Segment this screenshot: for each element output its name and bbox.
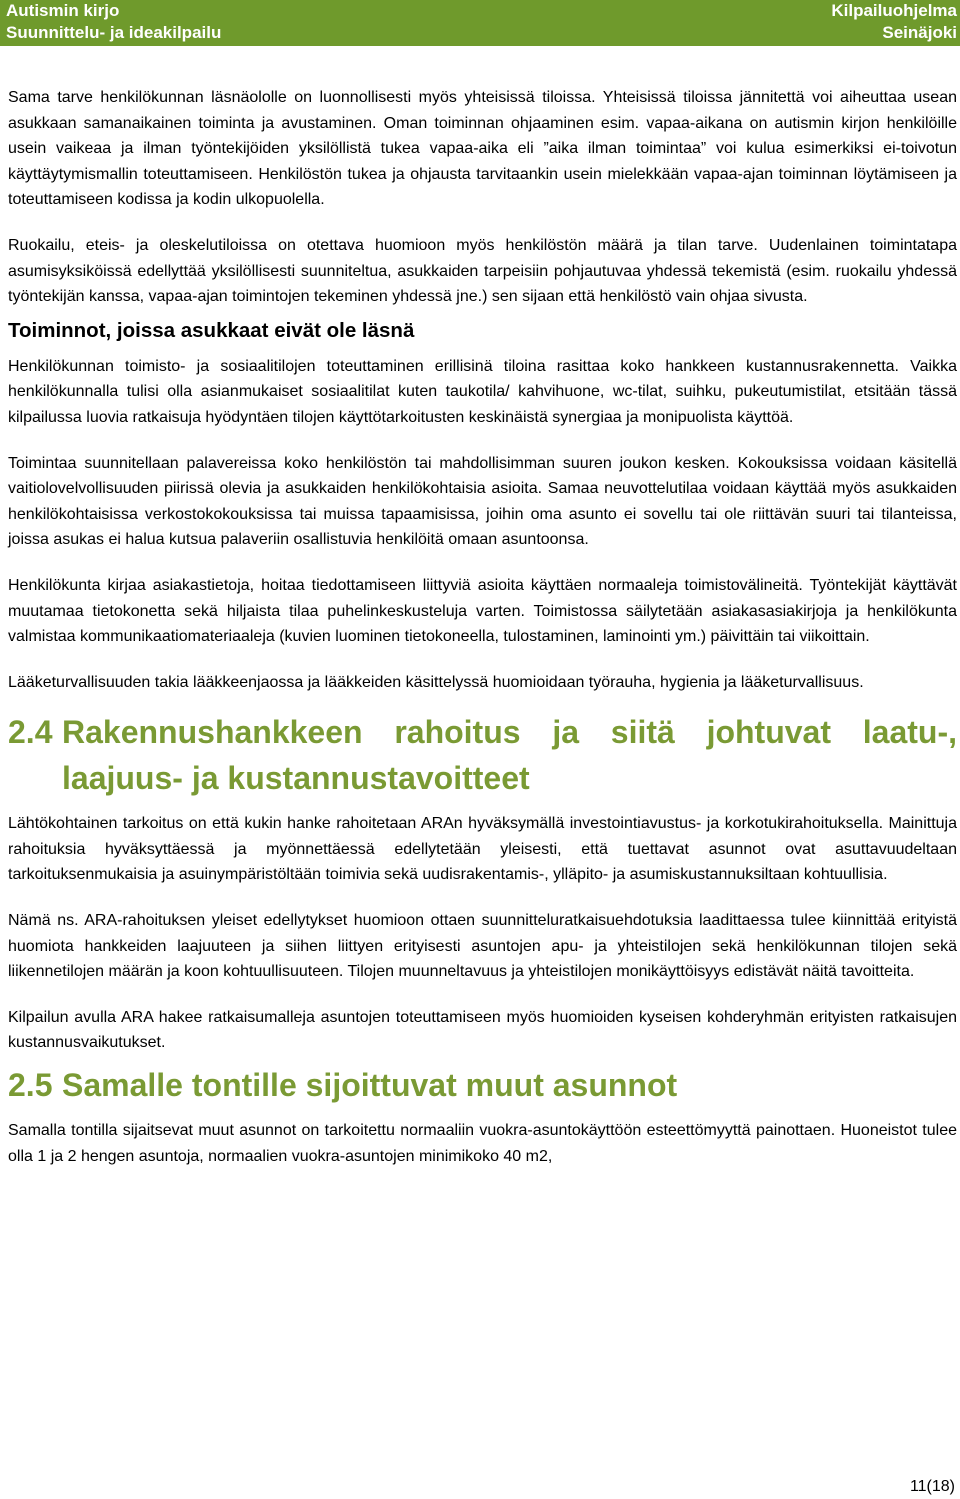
paragraph-office-work: Henkilökunta kirjaa asiakastietoja, hoitaa tiedottamiseen liittyviä asioita käyttäen normaaleja toimistovälineitä. Työntekijät käyttävät muutamaa tietokonetta sekä hiljaista tilaa puhelinkeskusteluja varten. Toimistossa säilytetään asiakasasiakirjoja ja henkilökunta valmistaa kommunikaatiomateriaaleja (kuvien luominen tietokoneella, tulostaminen, laminointi ym.) päivittäin tai viikoittain. (8, 576, 957, 646)
document-body (8, 85, 957, 1189)
section-heading-2-5 (8, 1062, 957, 1108)
header-left (6, 0, 221, 44)
paragraph-other-apartments: Samalla tontilla sijaitsevat muut asunnot on tarkoitettu normaaliin vuokra-asuntokäyttöön esteettömyyttä painottaen. Huoneistot tulee olla 1 ja 2 hengen asuntoja, normaalien vuokra-asuntojen minimikoko 40 m2, (8, 1122, 957, 1165)
section-number-2-4: 2.4 (8, 714, 53, 751)
paragraph-meetings: Toimintaa suunnitellaan palavereissa koko henkilöstön tai mahdollisimman suuren joukon kesken. Kokouksissa voidaan käsitellä vaitiolovelvollisuuden piirissä olevia ja asukkaiden henkilökohtaisia asioita. Samaa neuvottelutilaa voidaan käyttää myös asukkaiden henkilökohtaisissa verkostokokouksissa tai muissa tapaamisissa, joihin oma asunto ei sovellu tai ole riittävän suuri tai tilanteissa, joissa asukas ei halua kutsua palaveriin osallistuvia henkilöitä omaan asuntoonsa. (8, 454, 957, 549)
heading-toiminnot: Toiminnot, joissa asukkaat eivät ole läsnä (8, 318, 415, 342)
paragraph-competition-goal: Kilpailun avulla ARA hakee ratkaisumalleja asuntojen toteuttamiseen myös huomioiden kyseisen kohderyhmän erityisten ratkaisujen kustannusvaikutukset. (8, 1008, 957, 1052)
paragraph-ara-requirements: Nämä ns. ARA-rahoituksen yleiset edellytykset huomioon ottaen suunnitteluratkaisuehdotuksia laadittaessa tulee kiinnittää erityistä huomiota hankkeiden laajuuteen ja siihen liittyen erityisesti asuntojen apu- ja yhteistilojen sekä henkilökunnan tilojen sekä liikennetilojen määrän ja koon kohtuullisuuteen. Tilojen muunneltavuus ja yhteistilojen monikäyttöisyys edistävät näitä tavoitteita. (8, 912, 957, 981)
section-title-2-4: Rakennushankkeen rahoitus ja siitä johtuvat laatu-, laajuus- ja kustannustavoitteet (62, 714, 957, 797)
paragraph-dining-spaces: Ruokailu, eteis- ja oleskelutiloissa on otettava huomioon myös henkilöstön määrä ja tilan tarve. Uudenlainen toimintatapa asumisyksiköissä edellyttää yksilöllisesti suunniteltua, asukkaiden tarpeisiin pohjautuvaa yhdessä tekemistä (esim. ruokailu yhdessä työntekijän kanssa, vapaa-ajan toimintojen tekeminen yhdessä jne.) sen sijaan että henkilöstö vain ohjaa sivusta. (8, 236, 957, 306)
header-title: Autismin kirjo (6, 1, 120, 20)
page-header (0, 0, 960, 46)
header-subtitle: Suunnittelu- ja ideakilpailu (6, 23, 222, 42)
header-right (831, 0, 957, 44)
section-number-2-5: 2.5 (8, 1067, 53, 1104)
page-number: 11(18) (909, 1478, 955, 1495)
paragraph-medicine-safety: Lääketurvallisuuden takia lääkkeenjaossa ja lääkkeiden käsittelyssä huomioidaan työrauha, hygienia ja lääketurvallisuus. (8, 673, 864, 691)
header-location: Seinäjoki (882, 23, 957, 42)
paragraph-financing: Lähtökohtainen tarkoitus on että kukin hanke rahoitetaan ARAn hyväksymällä investointiavustus- ja korkotukirahoituksella. Mainittuja rahoituksia hyväksyttäessä ja myönnettäessä edellytetään yleisesti, että tuettavat asunnot ovat asuttavuudeltaan tarkoituksenmukaisia ja asuinympäristöltään toimivia sekä uudisrakentamis-, ylläpito- ja asumiskustannuksiltaan kohtuullisia. (8, 815, 957, 884)
paragraph-staff-facilities: Henkilökunnan toimisto- ja sosiaalitilojen toteuttaminen erillisinä tiloina rasittaa koko hankkeen kustannusrakennetta. Vaikka henkilökunnalla tulisi olla asianmukaiset sosiaalitilat kuten taukotila/ kahvihuone, wc-tilat, suihku, pukeutumistilat, etsitään tässä kilpailussa luovia ratkaisuja hyödyntäen tilojen käyttötarkoitusten keskinäistä synergiaa ja monipuolista käyttöä. (8, 357, 957, 426)
section-heading-2-4 (8, 709, 957, 801)
paragraph-shared-spaces: Sama tarve henkilökunnan läsnäololle on luonnollisesti myös yhteisissä tiloissa. Yhteisissä tiloissa jännitettä voi aiheuttaa usean asukkaan samanaikainen toiminta ja avustaminen. Oman toiminnan ohjaaminen esim. vapaa-aikana on autismin kirjon henkilöille usein vaikeaa ja ilman työntekijöiden yksilöllistä tukea vapaa-aika eli ”aika ilman toimintaa” voi kulua esimerkiksi ei-toivotun käyttäytymismallin toteuttamiseen. Henkilöstön tukea ja ohjausta tarvitaankin usein mielekkään vapaa-ajan toiminnan löytämiseen ja toteuttamiseen kodissa ja kodin ulkopuolella. (8, 89, 957, 209)
header-doc-type: Kilpailuohjelma (831, 1, 957, 20)
section-title-2-5: Samalle tontille sijoittuvat muut asunnot (62, 1067, 678, 1104)
